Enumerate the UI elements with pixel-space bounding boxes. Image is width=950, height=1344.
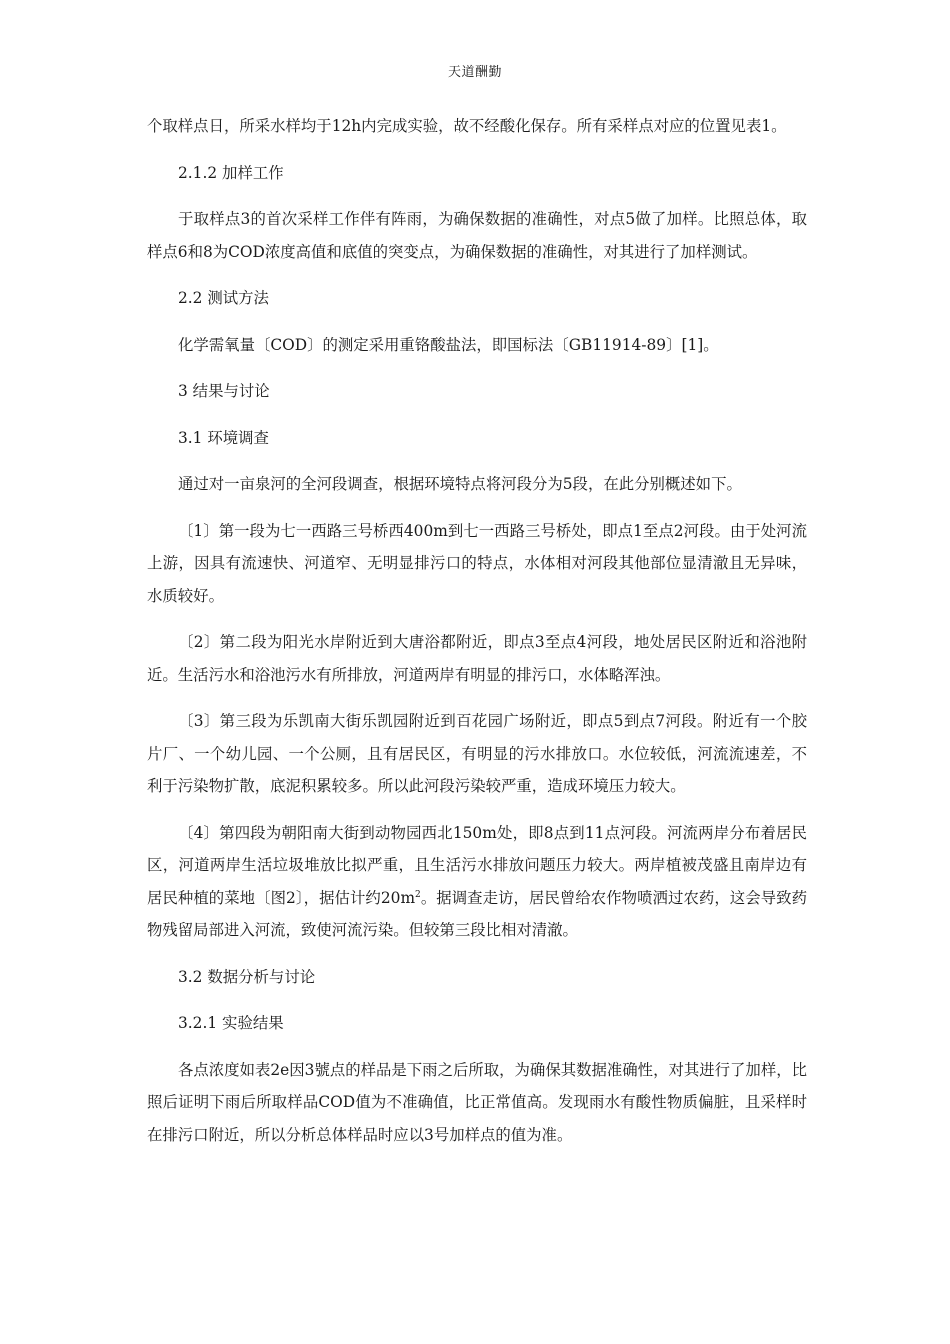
section-heading-2-1-2: 2.1.2 加样工作 bbox=[178, 163, 284, 182]
paragraph-experiment-results: 各点浓度如表2e因3號点的样品是下雨之后所取，为确保其数据准确性，对其进行了加样，比照后证明下雨后所取样品COD值为不准确值，比正常值高。发现雨水有酸性物质偏脏，且采样时在排污口附近，所以分析总体样品时应以3号加样点的值为准。 bbox=[147, 1060, 807, 1144]
page-header: 天道酬勤 bbox=[447, 65, 502, 80]
paragraph-test-method: 化学需氧量〔COD〕的测定采用重铬酸盐法，即国标法〔GB11914-89〕[1]。 bbox=[178, 335, 719, 354]
paragraph-segment-4 bbox=[147, 817, 807, 947]
paragraph-segment-2: 〔2〕第二段为阳光水岸附近到大唐浴都附近，即点3至点4河段，地处居民区附近和浴池附近。生活污水和浴池污水有所排放，河道两岸有明显的排污口，水体略浑浊。 bbox=[147, 633, 807, 684]
document-body bbox=[147, 110, 807, 1165]
paragraph-segment-4-part-b: 。据调查走访，居民曾给农作物喷洒过农药，这会导致药物残留局部进入河流，致使河流污染。但较第三段比相对清澈。 bbox=[147, 888, 807, 939]
section-heading-2-2: 2.2 测试方法 bbox=[178, 289, 269, 307]
paragraph-segment-1: 〔1〕第一段为七一西路三号桥西400m到七一西路三号桥处，即点1至点2河段。由于处河流上游，因具有流速快、河道窄、无明显排污口的特点，水体相对河段其他部位显清澈且无异味，水质较好。 bbox=[147, 521, 807, 605]
section-heading-3-2-1: 3.2.1 实验结果 bbox=[178, 1014, 284, 1032]
area-unit-superscript: 2 bbox=[415, 889, 421, 900]
section-heading-3: 3 结果与讨论 bbox=[178, 382, 270, 400]
paragraph-segment-3: 〔3〕第三段为乐凯南大街乐凯园附近到百花园广场附近，即点5到点7河段。附近有一个胶片厂、一个幼儿园、一个公厕，且有居民区，有明显的污水排放口。水位较低，河流流速差，不利于污染物扩散，底泥积累较多。所以此河段污染较严重，造成环境压力较大。 bbox=[147, 712, 807, 795]
paragraph-segment-4-part-a: 〔4〕第四段为朝阳南大街到动物园西北150m处，即8点到11点河段。河流两岸分布着居民区，河道两岸生活垃圾堆放比拟严重，且生活污水排放问题压力较大。两岸植被茂盛且南岸边有居民种植的菜地〔图2〕，据估计约20m bbox=[147, 823, 807, 907]
paragraph-sampling-note: 个取样点日，所采水样均于12h内完成实验，故不经酸化保存。所有采样点对应的位置见表1。 bbox=[147, 117, 787, 135]
section-heading-3-1: 3.1 环境调查 bbox=[178, 428, 269, 447]
section-heading-3-2: 3.2 数据分析与讨论 bbox=[178, 967, 316, 986]
paragraph-extra-sampling: 于取样点3的首次采样工作伴有阵雨，为确保数据的准确性，对点5做了加样。比照总体，取样点6和8为COD浓度高值和底值的突变点，为确保数据的准确性，对其进行了加样测试。 bbox=[147, 210, 807, 261]
paragraph-survey-intro: 通过对一亩泉河的全河段调查，根据环境特点将河段分为5段，在此分别概述如下。 bbox=[178, 475, 742, 493]
